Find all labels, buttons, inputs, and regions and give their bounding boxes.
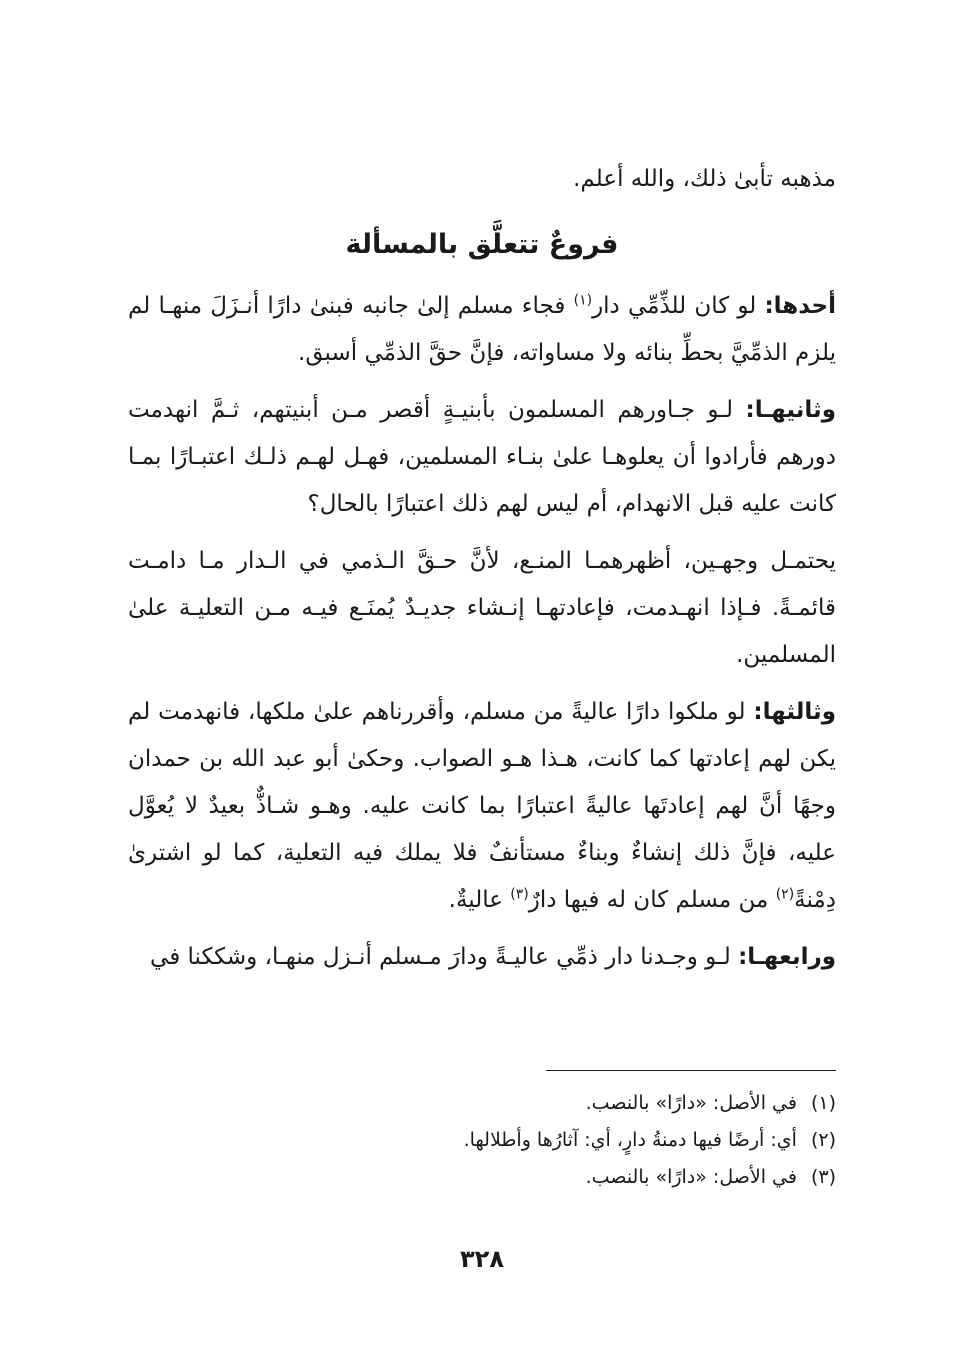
paragraph-third <box>128 689 836 924</box>
paragraph-lead: ورابعهـا: <box>738 944 836 970</box>
footnote-item <box>128 1122 836 1159</box>
paragraph-text: يحتمـل وجهـين، أظهرهمـا المنـع، لأنَّ حـقَّ الـذمي في الـدار مـا دامـت قائمـةً. فـإذا انهـدمت، فإعادتهـا إنـشاء جديـدٌ يُمنَـع فيـه مـن التعليـة علىٰ المسلمين. <box>128 548 836 668</box>
footnote-item <box>128 1085 836 1122</box>
footnote-separator <box>546 1070 836 1071</box>
section-heading: فروعٌ تتعلَّق بالمسألة <box>345 229 619 260</box>
paragraph-first <box>128 283 836 377</box>
paragraph-lead: وثانيهـا: <box>745 397 836 423</box>
book-page <box>128 150 836 1310</box>
paragraph-text: لـو جـاورهم المسلمون بأبنيـةٍ أقصر مـن أبنيتهم، ثـمَّ انهدمت دورهم فأرادوا أن يعلوهـا علىٰ بنـاء المسلمين، فهـل لهـم ذلـك اعتبـارًا بمـا كانت عليه قبل الانهدام، أم ليس لهم ذلك اعتبارًا بالحال؟ <box>128 397 836 517</box>
footnote-ref: (١) <box>573 292 593 309</box>
paragraph-text: من مسلم كان له فيها دارٌ <box>528 887 776 913</box>
paragraph-text: عاليةٌ. <box>448 887 511 913</box>
footnote-text: في الأصل: «دارًا» بالنصب. <box>585 1092 797 1114</box>
paragraph-text: لو كان للذِّمِّي دار <box>592 293 765 319</box>
paragraph-text: فجاء مسلم إلىٰ جانبه فبنىٰ دارًا أنـزَلَ منهـا لم يلزم الذمِّيَّ بحطِّ بنائه ولا مساواته، فإنَّ حقَّ الذمِّي أسبق. <box>128 293 836 366</box>
paragraph-text: لو ملكوا دارًا عاليةً من مسلم، وأقررناهم علىٰ ملكها، فانهدمت لم يكن لهم إعادتها كما كانت، هـذا هـو الصواب. وحكىٰ أبو عبد الله بن حمدان وجهًا أنَّ لهم إعادتَها عاليةً اعتبارًا بما كانت عليه. وهـو شـاذٌّ بعيدٌ لا يُعوَّل عليه، فإنَّ ذلك إنشاءٌ وبناءٌ مستأنفٌ فلا يملك فيه التعلية، كما لو اشترىٰ دِمْنةً <box>128 699 836 913</box>
footnote-number: (٢) <box>810 1129 836 1151</box>
paragraph-fourth <box>128 934 836 981</box>
footnote-item <box>128 1159 836 1196</box>
footnote-number: (٣) <box>810 1166 836 1188</box>
paragraph-text: لـو وجـدنا دار ذمِّي عاليـةً ودارَ مـسلم أنـزل منهـا، وشككنا في <box>150 944 739 970</box>
paragraph-lead: أحدها: <box>764 293 836 319</box>
page-number: ٣٢٨ <box>460 1245 504 1273</box>
footnote-ref: (٢) <box>775 886 795 903</box>
footnote-text: أي: أرضًا فيها دمنةُ دارٍ، أي: آثارُها وأطلالها. <box>463 1129 797 1151</box>
opening-line: مذهبه تأبىٰ ذلك، والله أعلم. <box>573 166 836 192</box>
footnote-ref: (٣) <box>510 886 529 903</box>
paragraph-answer <box>128 538 836 679</box>
paragraph-lead: وثالثها: <box>753 699 836 725</box>
paragraph-second <box>128 387 836 528</box>
footnote-text: في الأصل: «دارًا» بالنصب. <box>585 1166 797 1188</box>
footnote-number: (١) <box>810 1092 836 1114</box>
footnotes <box>128 1085 836 1196</box>
